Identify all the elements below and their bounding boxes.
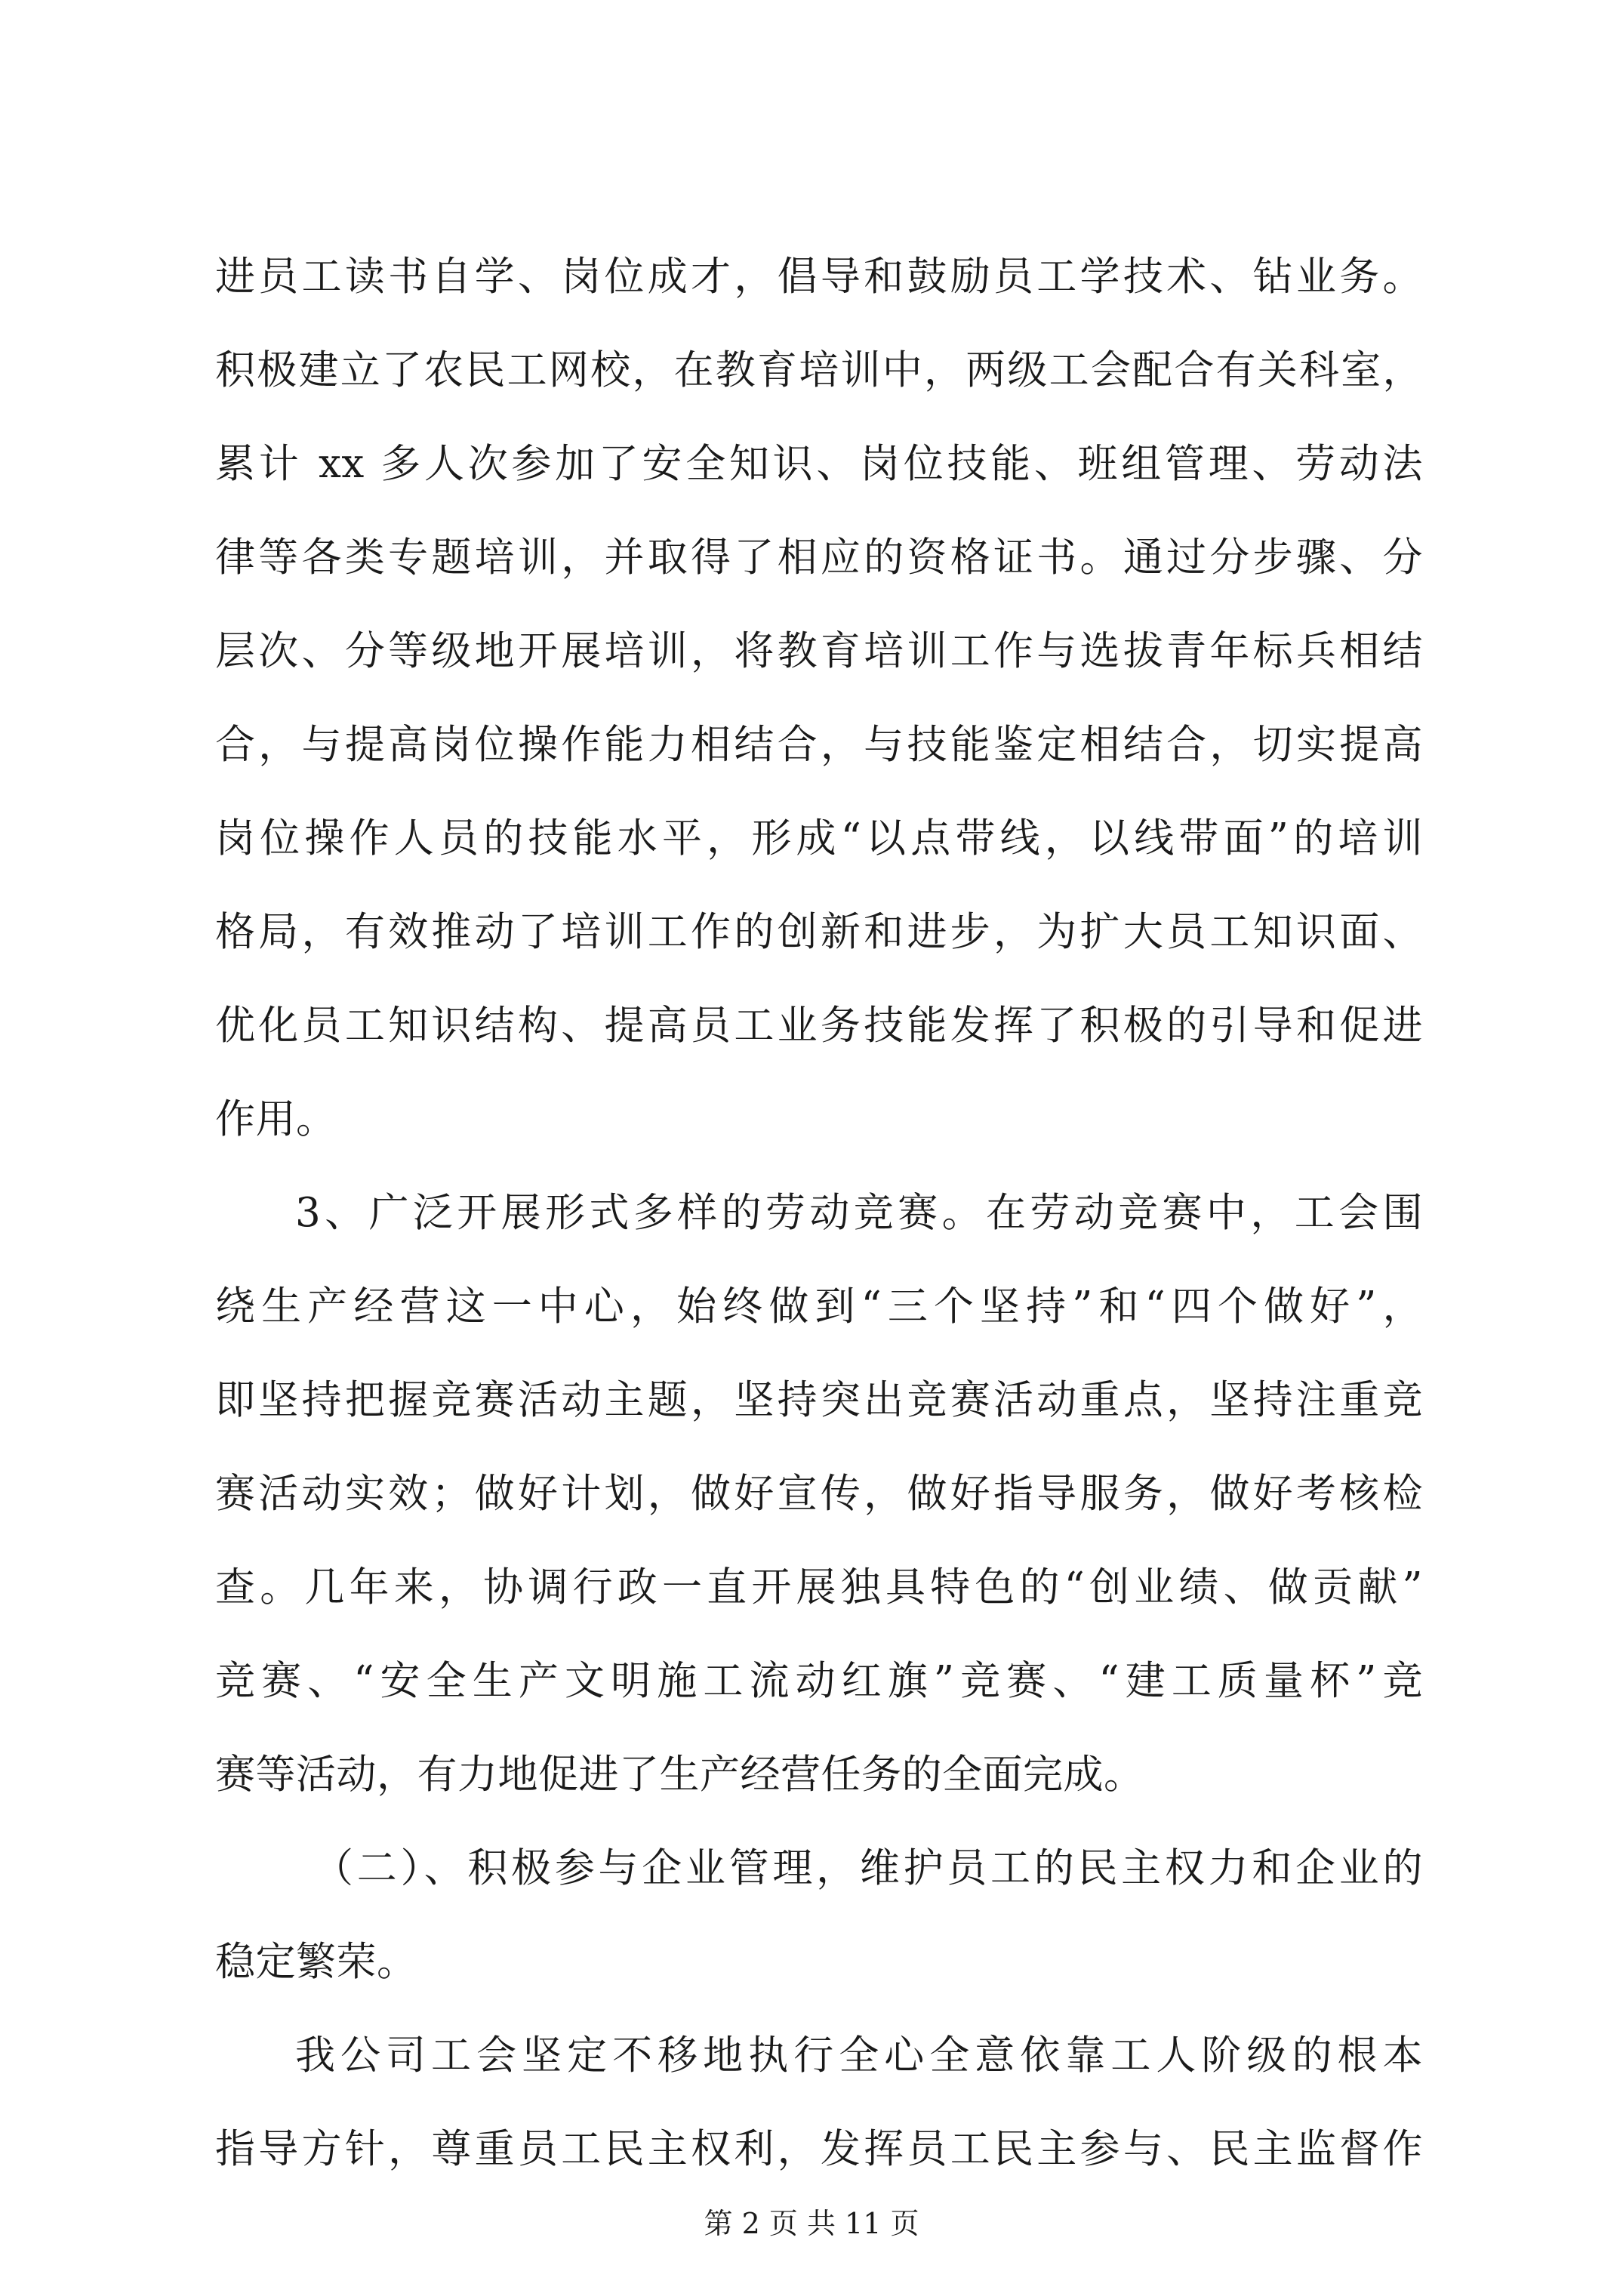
text-line: 合，与提高岗位操作能力相结合，与技能鉴定相结合，切实提高 [215, 722, 1423, 768]
text-line: 积极建立了农民工网校，在教育培训中，两级工会配合有关科室， [215, 347, 1423, 393]
text-line: 优化员工知识结构、提高员工业务技能发挥了积极的引导和促进 [215, 1003, 1423, 1049]
text-line: 我公司工会坚定不移地执行全心全意依靠工人阶级的根本 [295, 2032, 1423, 2079]
text-line: 赛等活动，有力地促进了生产经营任务的全面完成。 [215, 1752, 1144, 1798]
body-text [215, 230, 1423, 2196]
section-heading: （二）、积极参与企业管理，维护员工的民主权力和企业的 [313, 1845, 1423, 1891]
text-line: 即坚持把握竞赛活动主题，坚持突出竞赛活动重点，坚持注重竞 [215, 1377, 1423, 1423]
text-line: 岗位操作人员的技能水平，形成“以点带线，以线带面”的培训 [215, 815, 1423, 861]
text-line: 竞赛、“安全生产文明施工流动红旗”竞赛、“建工质量杯”竞 [215, 1658, 1423, 1704]
text-line: 律等各类专题培训，并取得了相应的资格证书。通过分步骤、分 [215, 535, 1423, 581]
text-line: 格局，有效推动了培训工作的创新和进步，为扩大员工知识面、 [215, 909, 1423, 955]
text-line: 累计 xx 多人次参加了安全知识、岗位技能、班组管理、劳动法 [215, 441, 1423, 487]
text-line: 层次、分等级地开展培训，将教育培训工作与选拔青年标兵相结 [215, 628, 1423, 674]
text-line: 3、广泛开展形式多样的劳动竞赛。在劳动竞赛中，工会围 [295, 1190, 1423, 1236]
section-heading-continued: 稳定繁荣。 [215, 1939, 417, 1985]
page-number-footer: 第 2 页 共 11 页 [704, 2207, 919, 2240]
text-line: 指导方针，尊重员工民主权利，发挥员工民主参与、民主监督作 [215, 2126, 1423, 2172]
text-line: 赛活动实效；做好计划，做好宣传，做好指导服务，做好考核检 [215, 1471, 1423, 1517]
text-line: 绕生产经营这一中心，始终做到“三个坚持”和“四个做好”， [215, 1284, 1423, 1330]
text-line: 作用。 [215, 1096, 337, 1142]
text-line: 进员工读书自学、岗位成才，倡导和鼓励员工学技术、钻业务。 [215, 254, 1423, 300]
text-line: 查。几年来，协调行政一直开展独具特色的“创业绩、做贡献” [215, 1564, 1423, 1610]
